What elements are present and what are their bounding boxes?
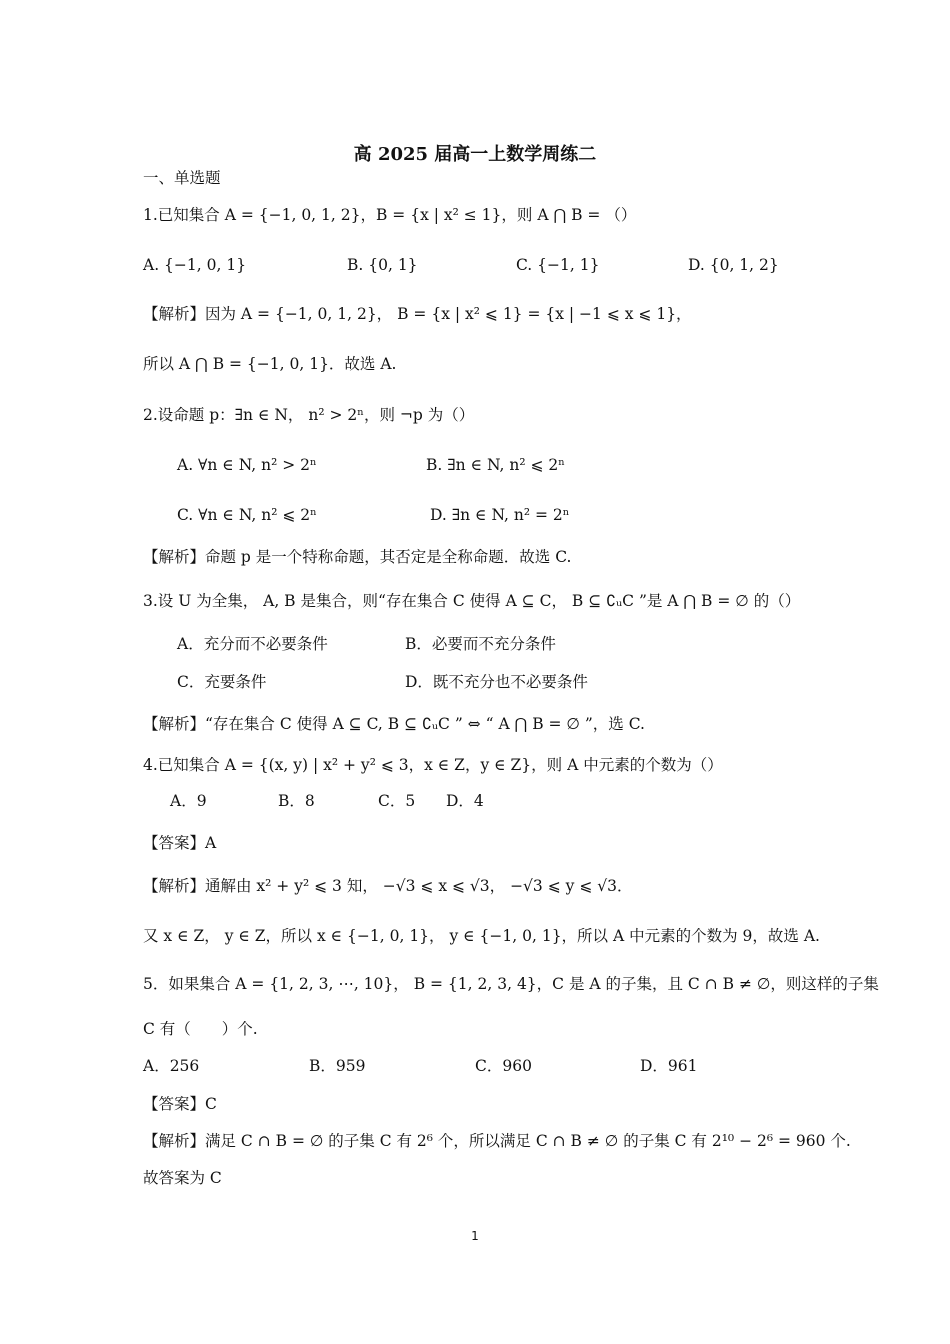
q5-analysis-line2: 故答案为 C xyxy=(143,1169,222,1187)
q4-option-a: A．9 xyxy=(170,792,207,810)
q1-analysis-line1: 【解析】因为 A = {−1, 0, 1, 2}， B = {x | x² ⩽ 1} = {x | −1 ⩽ x ⩽ 1}， xyxy=(143,305,692,323)
page-number: 1 xyxy=(471,1229,479,1243)
q1-stem: 1.已知集合 A = {−1, 0, 1, 2}，B = {x | x² ≤ 1}，则 A ⋂ B = （） xyxy=(143,206,637,224)
q5-stem-line1: 5．如果集合 A = {1, 2, 3, ⋯, 10}， B = {1, 2, 3, 4}，C 是 A 的子集，且 C ∩ B ≠ ∅，则这样的子集 xyxy=(143,975,879,993)
q5-option-a: A．256 xyxy=(143,1057,200,1075)
q4-option-d: D．4 xyxy=(446,792,484,810)
page-title: 高 2025 届高一上数学周练二 xyxy=(353,144,597,165)
q5-option-c: C．960 xyxy=(475,1057,532,1075)
q1-option-b: B. {0, 1} xyxy=(347,256,418,274)
q4-option-b: B．8 xyxy=(278,792,315,810)
q1-option-c: C. {−1, 1} xyxy=(516,256,600,274)
q3-option-a: A．充分而不必要条件 xyxy=(177,635,328,653)
q2-analysis: 【解析】命题 p 是一个特称命题，其否定是全称命题．故选 C. xyxy=(143,548,572,566)
q4-option-c: C．5 xyxy=(378,792,416,810)
q2-option-d: D. ∃n ∈ N, n² = 2ⁿ xyxy=(430,506,570,524)
q4-answer: 【答案】A xyxy=(143,834,217,852)
q5-analysis-line1: 【解析】满足 C ∩ B = ∅ 的子集 C 有 2⁶ 个，所以满足 C ∩ B ≠ ∅ 的子集 C 有 2¹⁰ − 2⁶ = 960 个. xyxy=(143,1132,851,1150)
q1-option-d: D. {0, 1, 2} xyxy=(688,256,779,274)
q5-stem-line2: C 有（ ）个. xyxy=(143,1020,258,1038)
q2-option-b: B. ∃n ∈ N, n² ⩽ 2ⁿ xyxy=(426,456,565,474)
q4-analysis-line1: 【解析】通解由 x² + y² ⩽ 3 知， −√3 ⩽ x ⩽ √3， −√3 ⩽ y ⩽ √3． xyxy=(143,877,633,895)
q3-analysis: 【解析】“存在集合 C 使得 A ⊆ C, B ⊆ ∁ᵤC ” ⇔ “ A ⋂ B = ∅ ”，选 C. xyxy=(143,715,645,733)
q2-stem: 2.设命题 p：∃n ∈ N， n² > 2ⁿ，则 ¬p 为（） xyxy=(143,406,475,424)
q3-option-c: C．充要条件 xyxy=(177,673,267,691)
q1-option-a: A. {−1, 0, 1} xyxy=(143,256,247,274)
q3-option-b: B．必要而不充分条件 xyxy=(405,635,556,653)
q2-option-a: A. ∀n ∈ N, n² > 2ⁿ xyxy=(177,456,317,474)
q4-analysis-line2: 又 x ∈ Z， y ∈ Z，所以 x ∈ {−1, 0, 1}， y ∈ {−1, 0, 1}，所以 A 中元素的个数为 9，故选 A. xyxy=(143,927,820,945)
q3-stem: 3.设 U 为全集， A, B 是集合，则“存在集合 C 使得 A ⊆ C， B ⊆ ∁ᵤC ”是 A ⋂ B = ∅ 的（） xyxy=(143,592,801,610)
q4-stem: 4.已知集合 A = {(x, y) | x² + y² ⩽ 3，x ∈ Z，y ∈ Z}，则 A 中元素的个数为（） xyxy=(143,756,723,774)
q2-option-c: C. ∀n ∈ N, n² ⩽ 2ⁿ xyxy=(177,506,317,524)
q5-answer: 【答案】C xyxy=(143,1095,217,1113)
q5-option-d: D．961 xyxy=(640,1057,698,1075)
q3-option-d: D．既不充分也不必要条件 xyxy=(405,673,588,691)
q5-option-b: B．959 xyxy=(309,1057,366,1075)
section-heading: 一、单选题 xyxy=(143,169,221,187)
q1-analysis-line2: 所以 A ⋂ B = {−1, 0, 1}．故选 A. xyxy=(143,355,397,373)
